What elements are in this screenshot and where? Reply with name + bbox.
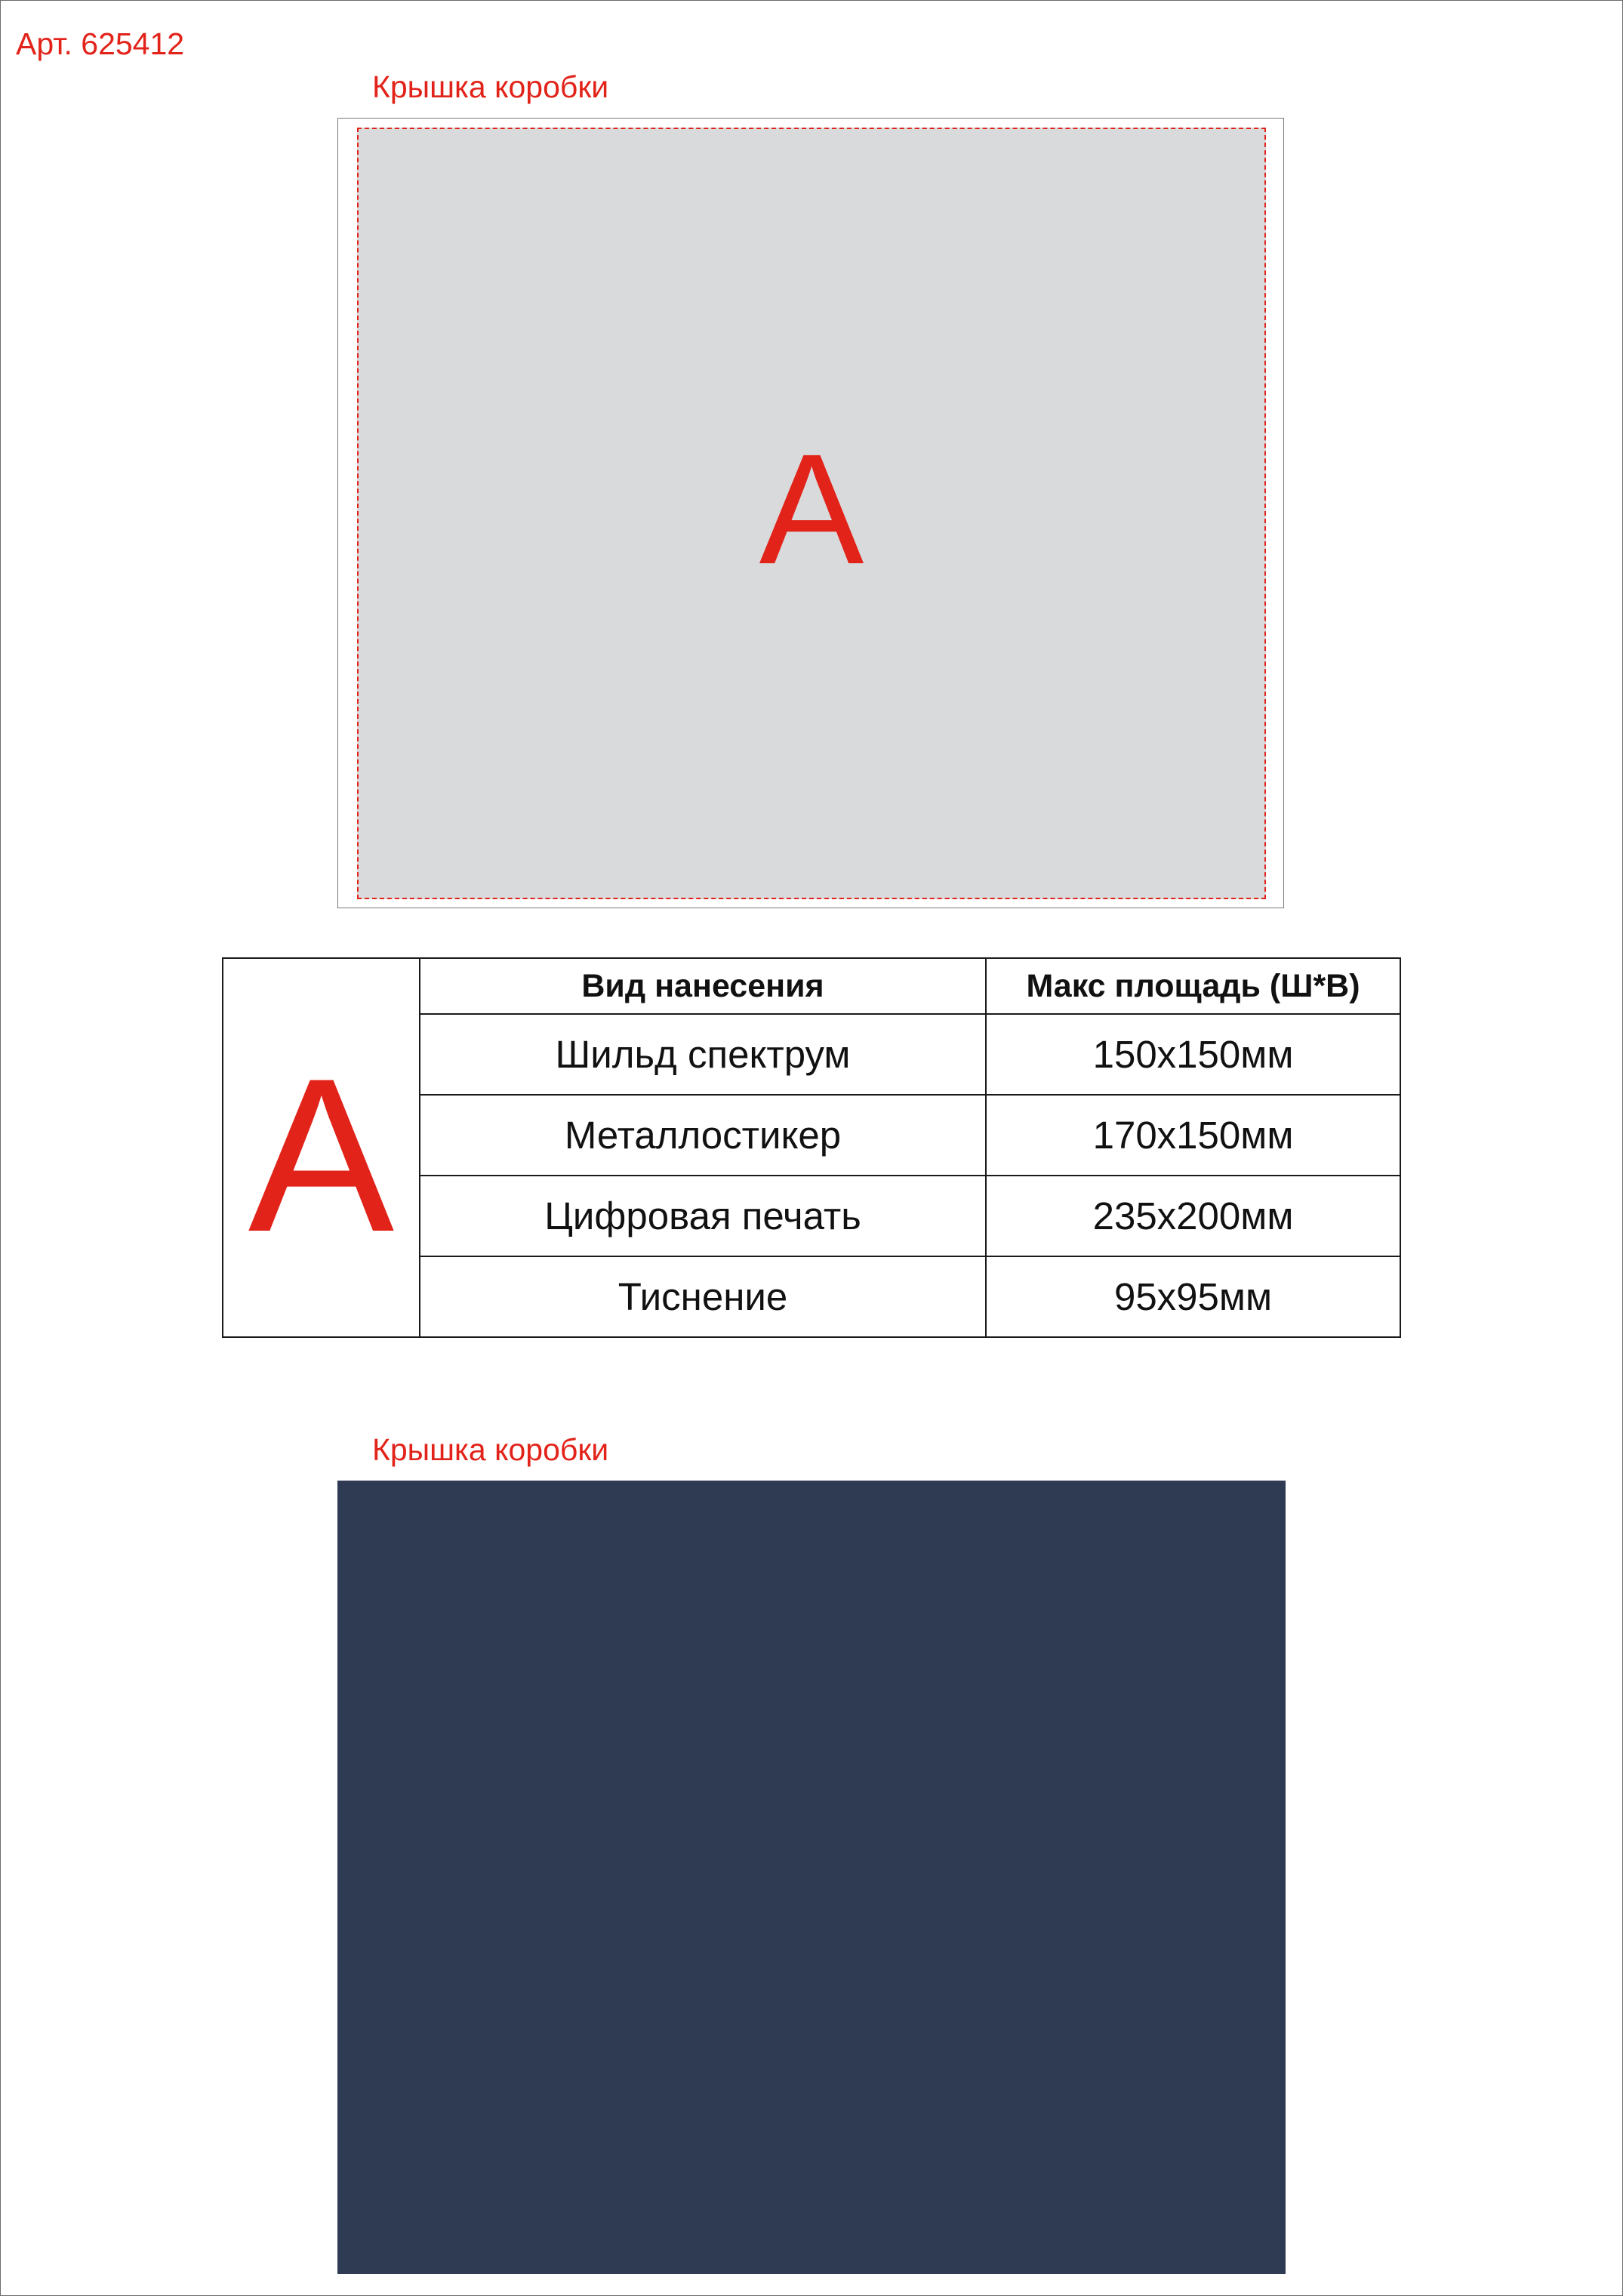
method-cell: Шильд спектрум [420,1014,986,1095]
lid-color-swatch [337,1481,1286,2274]
print-area-letter: А [759,422,864,597]
zone-letter: А [248,1033,395,1277]
method-cell: Тиснение [420,1256,986,1337]
zone-letter-cell [223,958,420,1337]
table-header-row [223,958,1400,1014]
size-cell: 95х95мм [986,1256,1400,1337]
size-cell: 235х200мм [986,1176,1400,1256]
size-cell: 170х150мм [986,1095,1400,1176]
print-area-a [357,128,1266,899]
size-cell: 150х150мм [986,1014,1400,1095]
header-max-area: Макс площадь (Ш*В) [986,958,1400,1014]
header-method: Вид нанесения [420,958,986,1014]
bottom-lid-caption: Крышка коробки [372,1432,609,1467]
application-table [222,957,1401,1338]
method-cell: Цифровая печать [420,1176,986,1256]
article-number: Арт. 625412 [16,26,185,61]
method-cell: Металлостикер [420,1095,986,1176]
top-lid-caption: Крышка коробки [372,69,609,104]
